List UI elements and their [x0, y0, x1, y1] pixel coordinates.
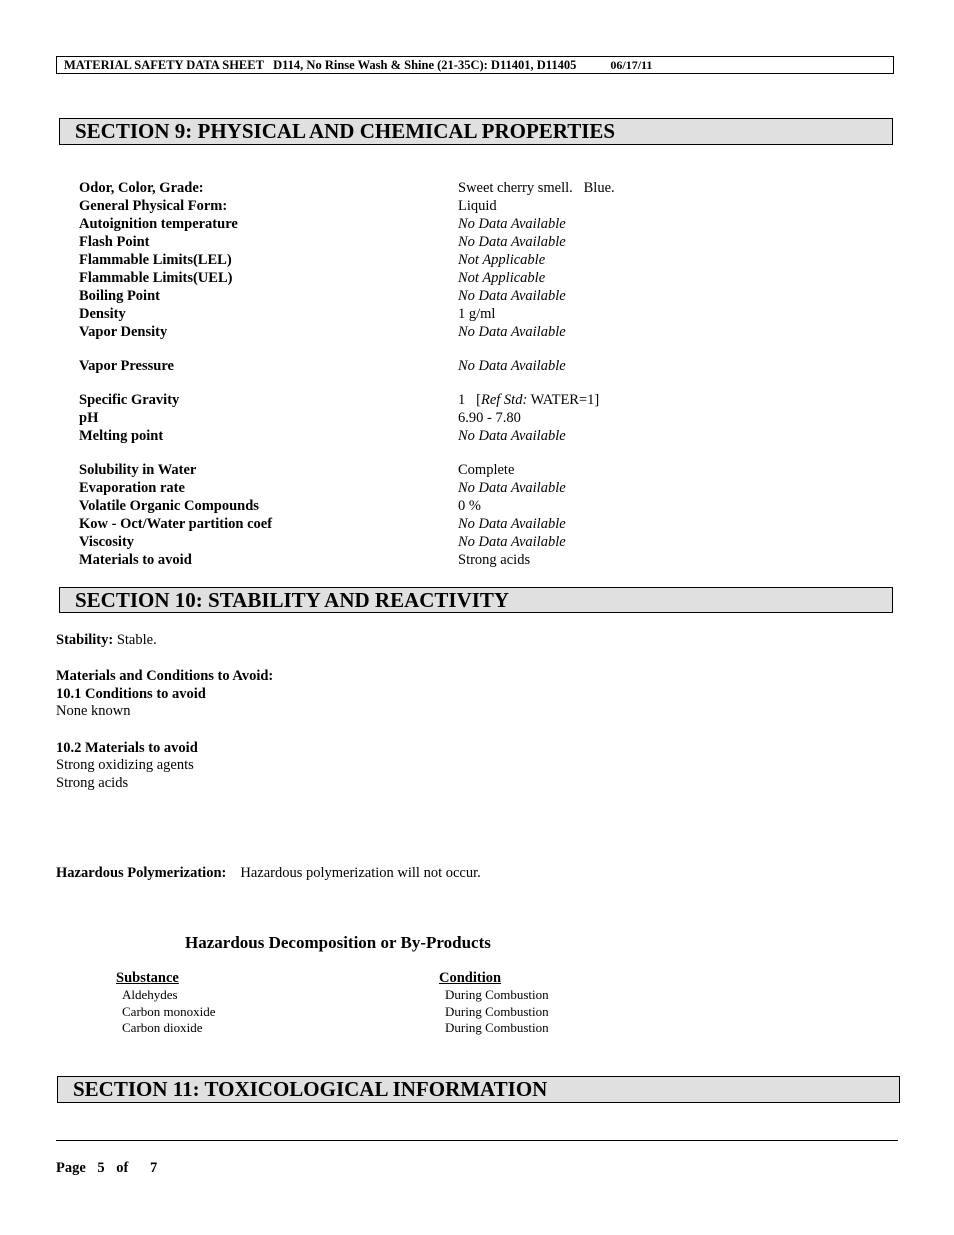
property-label: Vapor Pressure: [79, 358, 174, 374]
property-label: Materials to avoid: [79, 552, 192, 568]
property-label: Viscosity: [79, 534, 135, 550]
property-label: Evaporation rate: [79, 480, 185, 496]
substance-column-header: Substance: [116, 970, 179, 986]
page-label: Page: [56, 1160, 86, 1176]
footer-divider: [56, 1140, 898, 1141]
stability-line: [56, 631, 157, 649]
condition-column-header: Condition: [439, 970, 502, 986]
property-value: Not Applicable: [458, 270, 546, 286]
condition-cell: During Combustion: [445, 1020, 549, 1035]
substance-cell: Aldehydes: [122, 987, 178, 1002]
material-item: Strong acids: [56, 775, 129, 791]
of-label: of: [116, 1160, 129, 1176]
materials-conditions-heading: Materials and Conditions to Avoid:: [56, 668, 274, 684]
property-value: No Data Available: [458, 480, 566, 496]
substance-cell: Carbon monoxide: [122, 1003, 216, 1019]
document-header: [56, 56, 894, 74]
property-value: 0 %: [458, 498, 481, 514]
polymerization-label: Hazardous Polymerization:: [56, 865, 227, 881]
property-label: Solubility in Water: [79, 462, 197, 478]
property-label: Boiling Point: [79, 288, 160, 304]
polymerization-value: Hazardous polymerization will not occur.: [240, 865, 481, 881]
page-footer: [56, 1160, 157, 1177]
substance-cell: Carbon dioxide: [122, 1020, 203, 1035]
property-value: 1 g/ml: [458, 306, 496, 322]
document-date: 06/17/11: [610, 58, 653, 72]
property-label: Specific Gravity: [79, 392, 180, 408]
property-label: General Physical Form:: [79, 198, 228, 214]
property-label: Kow - Oct/Water partition coef: [79, 516, 273, 532]
property-value: No Data Available: [458, 324, 566, 340]
condition-cell: During Combustion: [445, 1003, 549, 1019]
section-11-heading: SECTION 11: TOXICOLOGICAL INFORMATION: [57, 1076, 900, 1103]
property-value: 1 [Ref Std: WATER=1]: [458, 392, 600, 408]
property-value: No Data Available: [458, 516, 566, 532]
stability-label: Stability:: [56, 632, 114, 648]
property-value: No Data Available: [458, 288, 566, 304]
stability-value: Stable.: [113, 632, 157, 648]
property-value: No Data Available: [458, 358, 566, 374]
property-label: Melting point: [79, 428, 164, 444]
document-title: MATERIAL SAFETY DATA SHEET D114, No Rinse Wash & Shine (21-35C): D11401, D11405: [64, 58, 577, 72]
property-value: Strong acids: [458, 552, 531, 568]
property-value: Complete: [458, 462, 515, 478]
polymerization-line: [56, 864, 481, 882]
property-value: Liquid: [458, 198, 497, 214]
property-value: No Data Available: [458, 534, 566, 550]
section-9-heading: SECTION 9: PHYSICAL AND CHEMICAL PROPERTIES: [59, 118, 893, 145]
property-label: Autoignition temperature: [79, 216, 238, 232]
property-label: pH: [79, 410, 99, 426]
property-label: Flammable Limits(LEL): [79, 252, 232, 268]
property-value: 6.90 - 7.80: [458, 410, 521, 426]
property-label: Odor, Color, Grade:: [79, 180, 204, 196]
property-value: Sweet cherry smell. Blue.: [458, 180, 615, 196]
property-value: Not Applicable: [458, 252, 546, 268]
conditions-value: None known: [56, 703, 131, 719]
page-number: 5: [97, 1160, 105, 1176]
property-label: Density: [79, 306, 126, 322]
property-label: Flammable Limits(UEL): [79, 270, 233, 286]
property-value: No Data Available: [458, 234, 566, 250]
conditions-heading: 10.1 Conditions to avoid: [56, 686, 206, 702]
total-pages: 7: [150, 1160, 158, 1176]
decomposition-title: Hazardous Decomposition or By-Products: [185, 933, 491, 952]
property-label: Vapor Density: [79, 324, 168, 340]
property-value: No Data Available: [458, 216, 566, 232]
condition-cell: During Combustion: [445, 987, 549, 1002]
materials-heading: 10.2 Materials to avoid: [56, 740, 198, 756]
section-10-heading: SECTION 10: STABILITY AND REACTIVITY: [59, 587, 893, 613]
property-value: No Data Available: [458, 428, 566, 444]
material-item: Strong oxidizing agents: [56, 757, 194, 773]
property-label: Flash Point: [79, 234, 150, 250]
property-label: Volatile Organic Compounds: [79, 498, 259, 514]
